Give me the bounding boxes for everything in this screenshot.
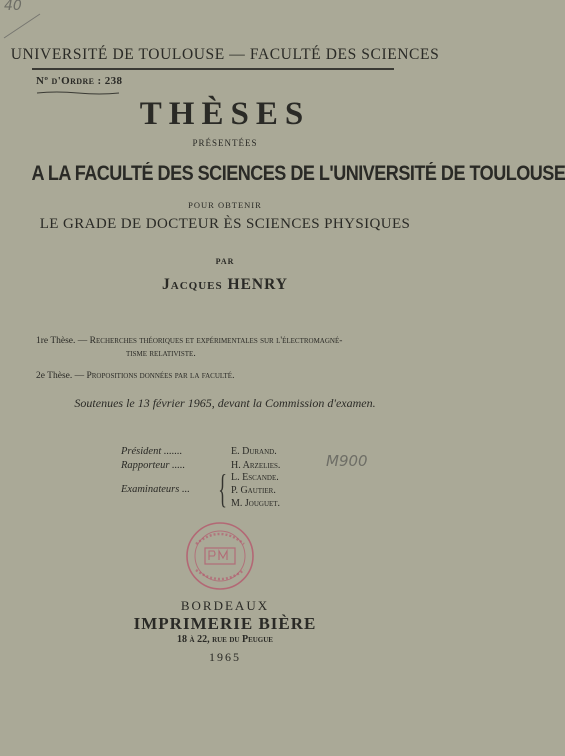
publisher-name: IMPRIMERIE BIÈRE [133, 614, 317, 633]
ordre-number: Nº d'Ordre : 238 [36, 75, 123, 87]
degree-line: LE GRADE DE DOCTEUR ÈS SCIENCES PHYSIQUES [39, 216, 411, 232]
jury-examinateur-2: P. Gautier. [231, 485, 276, 496]
document-title: THÈSES [139, 96, 311, 132]
presentees-label: PRÉSENTÉES [192, 138, 258, 148]
thesis-1-text: Recherches théoriques et expérimentales sur l'électromagné- [89, 336, 343, 346]
jury-examinateur-1: L. Escande. [231, 472, 279, 483]
thesis-1-continuation: tisme relativiste. [126, 349, 196, 359]
thesis-1-label: 1re Thèse. — [36, 336, 88, 346]
defense-statement: Soutenues le 13 février 1965, devant la Commission d'examen. [74, 396, 376, 410]
thesis-2-label: 2e Thèse. — [36, 371, 85, 381]
pencil-annotation-right: M900 [326, 452, 368, 470]
pencil-stroke-icon [2, 10, 42, 40]
author-name: Jacques HENRY [162, 276, 288, 293]
jury-rapporteur-label: Rapporteur ..... [121, 460, 186, 471]
pour-obtenir-label: POUR OBTENIR [188, 200, 262, 210]
jury-rapporteur-name: H. Arzelies. [231, 460, 281, 471]
jury-president-label: Président ....... [121, 446, 183, 457]
jury-brace-icon: { [218, 466, 227, 511]
thesis-2-text: Propositions données par la faculté. [86, 371, 235, 381]
thesis-2 [36, 371, 234, 381]
publisher-address: 18 à 22, rue du Peugue [177, 634, 273, 645]
publisher-city: BORDEAUX [180, 598, 270, 613]
header-rule [32, 68, 394, 70]
par-label: PAR [215, 257, 235, 266]
jury-examinateurs-label: Examinateurs ... [121, 484, 190, 495]
library-stamp-icon [184, 520, 256, 592]
thesis-1 [36, 336, 342, 346]
jury-examinateur-3: M. Jouguet. [231, 498, 281, 509]
pencil-annotation-top: 40 [4, 0, 22, 14]
jury-president-name: E. Durand. [231, 446, 277, 457]
faculty-line: A LA FACULTÉ DES SCIENCES DE L'UNIVERSITÉ DE TOULOUSE [31, 162, 565, 185]
university-header: UNIVERSITÉ DE TOULOUSE — FACULTÉ DES SCIENCES [10, 46, 440, 63]
publication-year: 1965 [209, 650, 241, 664]
